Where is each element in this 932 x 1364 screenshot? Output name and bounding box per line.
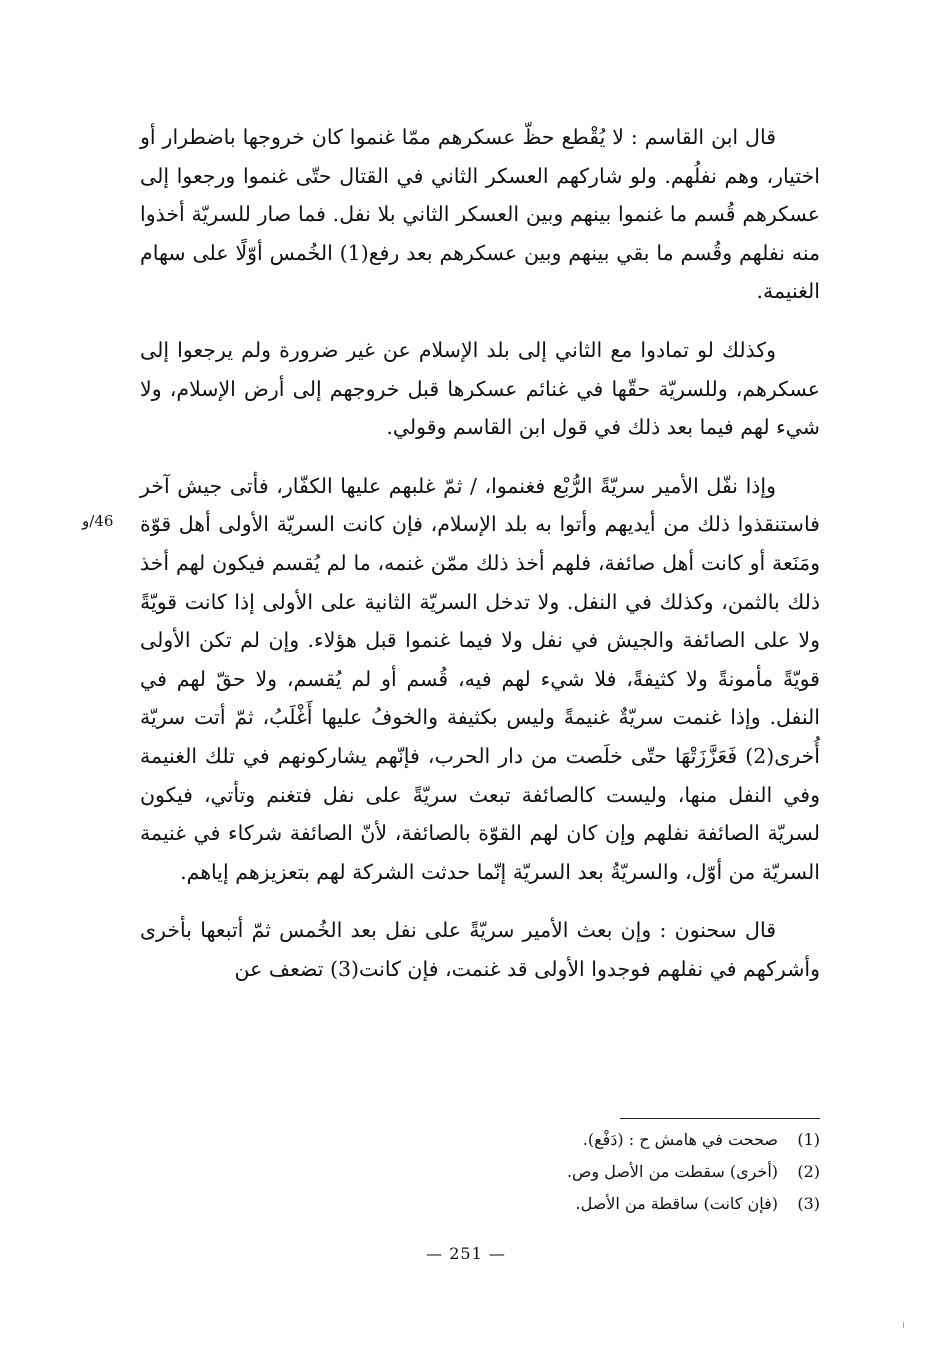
paragraph-1: قال ابن القاسم : لا يُقْطع حظّ عسكرهم ممّا غنموا كان خروجها باضطرار أو اختيار، وهم نفلُهم. ولو شاركهم العسكر الثاني في القتال حتّى غنموا ورجعوا إلى عسكرهم قُسم ما غنموا بينهم وبين العسكر الثاني بلا نفل. فما صار للسريّة أخذوا منه نفلهم وقُسم ما بقي بينهم وبين عسكرهم بعد رفع(1) الخُمس أوّلًا على سهام الغنيمة. xyxy=(140,125,820,304)
footnotes xyxy=(380,1124,820,1220)
scan-speck xyxy=(903,1322,908,1328)
page-number: — 251 — xyxy=(426,1244,506,1263)
footnote-number: (1) xyxy=(797,1130,820,1149)
paragraph-3: وإذا نفّل الأمير سريّةً الرُّبْع فغنموا، / ثمّ غلبهم عليها الكفّار، فأتى جيش آخر فاستنقذوا ذلك من أيديهم وأتوا به بلد الإسلام، فإن كانت السريّة الأولى أهل قوّة ومَنَعة أو كانت أهل صائفة، فلهم أخذ ذلك ممّن غنمه، ما لم يُقسم فيكون لهم أخذ ذلك بالثمن، وكذلك في النفل. ولا تدخل السريّة الثانية على الأولى إذا كانت قويّةً ولا على الصائفة والجيش في نفل ولا فيما غنموا قبل هؤلاء. وإن لم تكن الأولى قويّةً مأمونةً ولا كثيفةً، فلا شيء لهم فيه، قُسم أو لم يُقسم، ولا حقّ لهم في النفل. وإذا غنمت سريّةٌ غنيمةً وليس بكثيفة والخوفُ عليها أَغْلَبُ، ثمّ أتت سريّة أُخرى(2) فَعَزَّزَتْهَا حتّى خلَصت من دار الحرب، فإنّهم يشاركونهم في تلك الغنيمة وفي النفل منها، وليست كالصائفة تبعث سريّةً على نفل فتغنم وتأتي، فيكون لسريّة الصائفة نفلهم وإن كان لهم القوّة بالصائفة، لأنّ الصائفة شركاء في غنيمة السريّة من أوّل، والسريّةُ بعد السريّة إنّما حدثت الشركة لهم بتعزيزهم إياهم. xyxy=(140,473,820,884)
footnote-2 xyxy=(380,1156,820,1188)
footnote-number: (2) xyxy=(797,1162,820,1181)
paragraph-2: وكذلك لو تمادوا مع الثاني إلى بلد الإسلام عن غير ضرورة ولم يرجعوا إلى عسكرهم، وللسريّة حقّها في غنائم عسكرها قبل خروجهم إلى أرض الإسلام، ولا شيء لهم فيما بعد ذلك في قول ابن القاسم وقولي. xyxy=(140,337,820,440)
footnote-text: (فإن كانت) ساقطة من الأصل. xyxy=(575,1194,778,1213)
manuscript-folio-note: 46/و xyxy=(82,512,114,530)
footnote-3 xyxy=(380,1188,820,1220)
footnote-number: (3) xyxy=(797,1194,820,1213)
footnote-1 xyxy=(380,1124,820,1156)
footnote-text: (أخرى) سقطت من الأصل وص. xyxy=(566,1162,778,1181)
footnote-text: صححت في هامش ح : (دَفْع). xyxy=(582,1130,778,1149)
paragraph-4: قال سحنون : وإن بعث الأمير سريّةً على نفل بعد الخُمس ثمّ أتبعها بأخرى وأشركهم في نفلهم فوجدوا الأولى قد غنمت، فإن كانت(3) تضعف عن xyxy=(140,918,820,981)
main-text xyxy=(140,118,820,988)
footnote-separator xyxy=(620,1118,820,1119)
